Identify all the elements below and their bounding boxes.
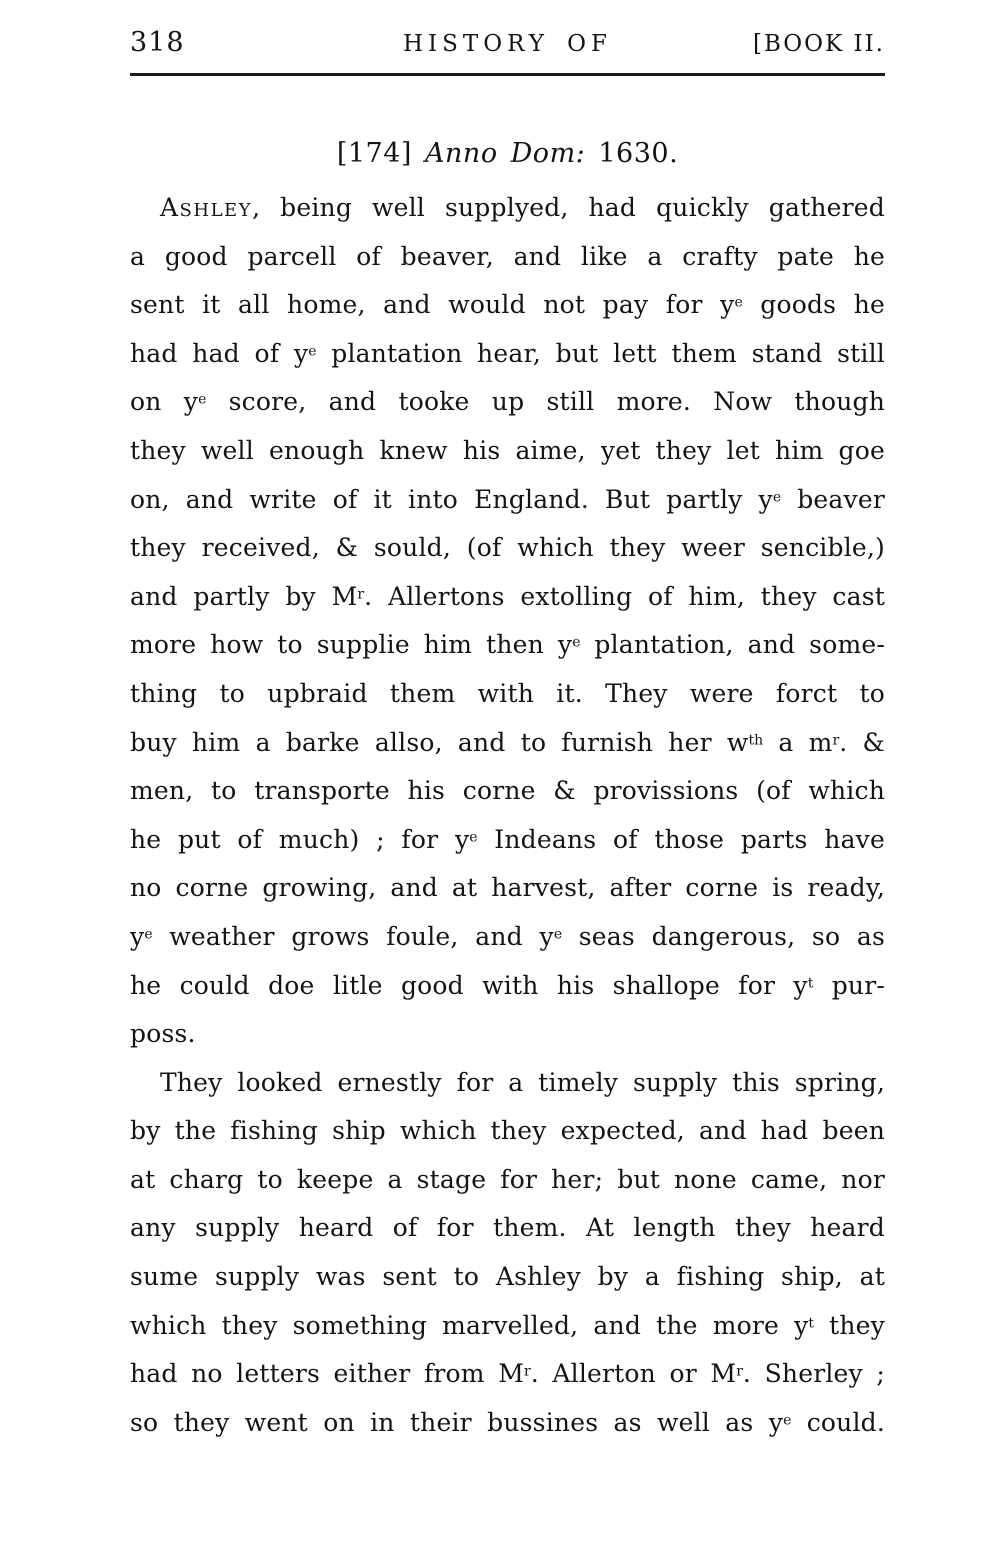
paragraph-2 (130, 1059, 885, 1448)
header-rule (130, 73, 885, 76)
body-line: thing to upbraid them with it. They were forct to (130, 678, 885, 708)
body-line: sume supply was sent to Ashley by a fishing ship, at (130, 1262, 885, 1292)
heading-year: 1630. (598, 138, 679, 169)
heading-anno-dom: Anno Dom: (425, 138, 586, 169)
body-line: no corne growing, and at harvest, after corne is ready, (130, 873, 885, 903)
body-line: which they something marvelled, and the more $y^t$ they (130, 1310, 886, 1340)
body-line: at charg to keepe a stage for her; but none came, nor (130, 1164, 885, 1194)
body-line: by the fishing ship which they expected, and had been (130, 1116, 885, 1146)
book-label: [BOOK II. (753, 31, 885, 57)
body-text (130, 184, 885, 1447)
body-line: on, and write of it into England. But partly $y^e$ beaver (130, 484, 886, 514)
body-line: they well enough knew his aime, yet they let him goe (130, 435, 885, 465)
section-heading (130, 138, 885, 169)
body-line: $y^e$ weather grows foule, and $y^e$ seas dangerous, so as (130, 921, 885, 951)
page-number: 318 (130, 27, 185, 58)
body-line: had no letters either from $M^r$. Allerton or $M^r$. Sherley ; (130, 1359, 886, 1389)
paragraph-1 (130, 184, 885, 1059)
heading-bracket: [174] (336, 138, 412, 169)
body-line-text: , being well supplyed, had quickly gathered (252, 193, 885, 222)
body-line: more how to supplie him then $y^e$ plantation, and some- (130, 630, 885, 660)
body-line: they received, & sould, (of which they weer sencible,) (130, 533, 885, 563)
body-line: men, to transporte his corne & provissions (of which (130, 776, 885, 806)
body-line: sent it all home, and would not pay for $y^e$ goods he (130, 290, 886, 320)
body-line: had had of $y^e$ plantation hear, but lett them stand still (130, 338, 885, 368)
body-line: poss. (130, 1019, 196, 1049)
body-line: a good parcell of beaver, and like a crafty pate he (130, 241, 885, 271)
body-line: buy him a barke allso, and to furnish her $w^{th}$ a $m^r$. & (130, 727, 885, 757)
running-title: HISTORY OF (402, 31, 612, 57)
paragraph-lead-word: Ashley (160, 193, 253, 222)
body-line: and partly by $M^r$. Allertons extolling of him, they cast (130, 581, 885, 611)
body-line: so they went on in their bussines as well as $y^e$ could. (130, 1407, 885, 1437)
running-header (130, 0, 885, 58)
body-line (130, 184, 885, 233)
body-line: he put of much) ; for $y^e$ Indeans of those parts have (130, 824, 885, 854)
body-line: any supply heard of for them. At length they heard (130, 1213, 885, 1243)
body-line: he could doe litle good with his shallope for $y^t$ pur- (130, 970, 886, 1000)
body-line: on $y^e$ score, and tooke up still more. Now though (130, 387, 886, 417)
body-line: They looked ernestly for a timely supply this spring, (160, 1067, 885, 1097)
